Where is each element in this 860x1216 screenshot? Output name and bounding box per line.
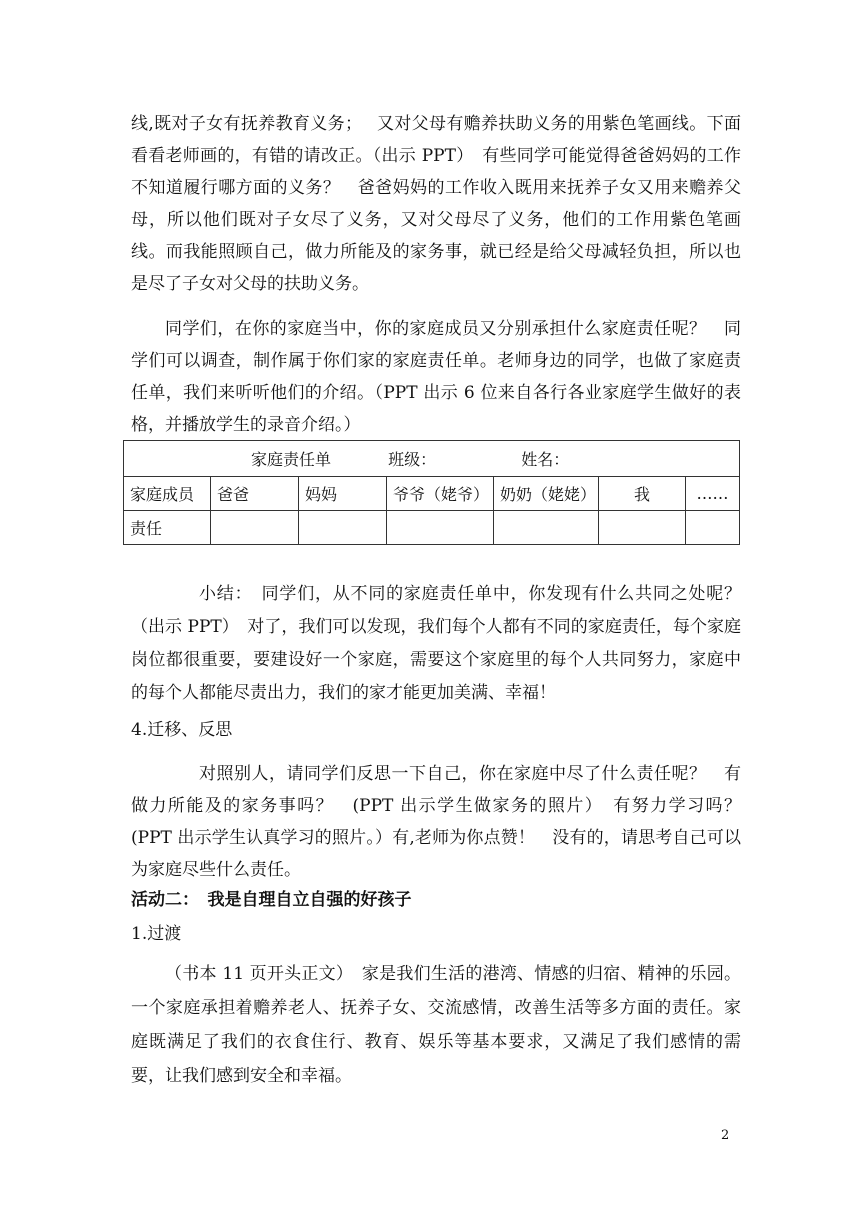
table-title-row [124, 441, 740, 477]
table-cell: 我 [599, 477, 686, 511]
table-cell [494, 511, 599, 545]
table-cell: 爷爷（姥爷） [387, 477, 494, 511]
paragraph-summary: 小结： 同学们，从不同的家庭责任单中，你发现有什么共同之处呢？（出示 PPT） 对了，我们可以发现，我们每个人都有不同的家庭责任，每个家庭岗位都很重要，要建设好一个家庭，需要这个家庭里的每个人共同努力，家庭中的每个人都能尽责出力，我们的家才能更加美满、幸福！ [131, 584, 741, 703]
table-cell: 妈妈 [299, 477, 387, 511]
page-number: 2 [721, 1128, 730, 1143]
table-row [124, 477, 740, 511]
table-cell [299, 511, 387, 545]
table-cell: …… [686, 477, 740, 511]
table-cell [387, 511, 494, 545]
activity-two-heading: 活动二： 我是自理自立自强的好孩子 [131, 890, 412, 910]
section-heading-reflect: 4.迁移、反思 [131, 720, 233, 740]
table-cell: 爸爸 [211, 477, 299, 511]
table-cell: 奶奶（姥姥） [494, 477, 599, 511]
family-responsibility-table [123, 440, 740, 545]
table-cell: 家庭成员 [124, 477, 211, 511]
table-cell: 责任 [124, 511, 211, 545]
section-heading-transition: 1.过渡 [131, 924, 182, 944]
table-title: 家庭责任单 [251, 450, 332, 469]
name-label: 姓名： [521, 450, 570, 469]
table-row [124, 511, 740, 545]
table-cell [686, 511, 740, 545]
paragraph-2: 同学们，在你的家庭当中，你的家庭成员又分别承担什么家庭责任呢？ 同学们可以调查，制作属于你们家的家庭责任单。老师身边的同学，也做了家庭责任单，我们来听听他们的介绍。（PPT 出示 6 位来自各行各业家庭学生做好的表格，并播放学生的录音介绍。） [131, 319, 741, 435]
class-label: 班级： [388, 450, 437, 469]
table-cell [211, 511, 299, 545]
paragraph-1: 线,既对子女有抚养教育义务； 又对父母有赡养扶助义务的用紫色笔画线。下面看看老师画的，有错的请改正。（出示 PPT） 有些同学可能觉得爸爸妈妈的工作不知道履行哪方面的义务？ 爸爸妈妈的工作收入既用来抚养子女又用来赡养父母，所以他们既对子女尽了义务，又对父母尽了义务，他们的工作用紫色笔画线。而我能照顾自己，做力所能及的家务事，就已经是给父母减轻负担，所以也是尽了子女对父母的扶助义务。 [131, 114, 741, 294]
table-cell [599, 511, 686, 545]
paragraph-reflect: 对照别人，请同学们反思一下自己，你在家庭中尽了什么责任呢？ 有做力所能及的家务事吗？ (PPT 出示学生做家务的照片） 有努力学习吗？ (PPT 出示学生认真学习的照片。）有,老师为你点赞！ 没有的，请思考自己可以为家庭尽些什么责任。 [131, 764, 758, 880]
paragraph-transition: （书本 11 页开头正文） 家是我们生活的港湾、情感的归宿、精神的乐园。一个家庭承担着赡养老人、抚养子女、交流感情，改善生活等多方面的责任。家庭既满足了我们的衣食住行、教育、娱乐等基本要求，又满足了我们感情的需要，让我们感到安全和幸福。 [131, 964, 741, 1086]
